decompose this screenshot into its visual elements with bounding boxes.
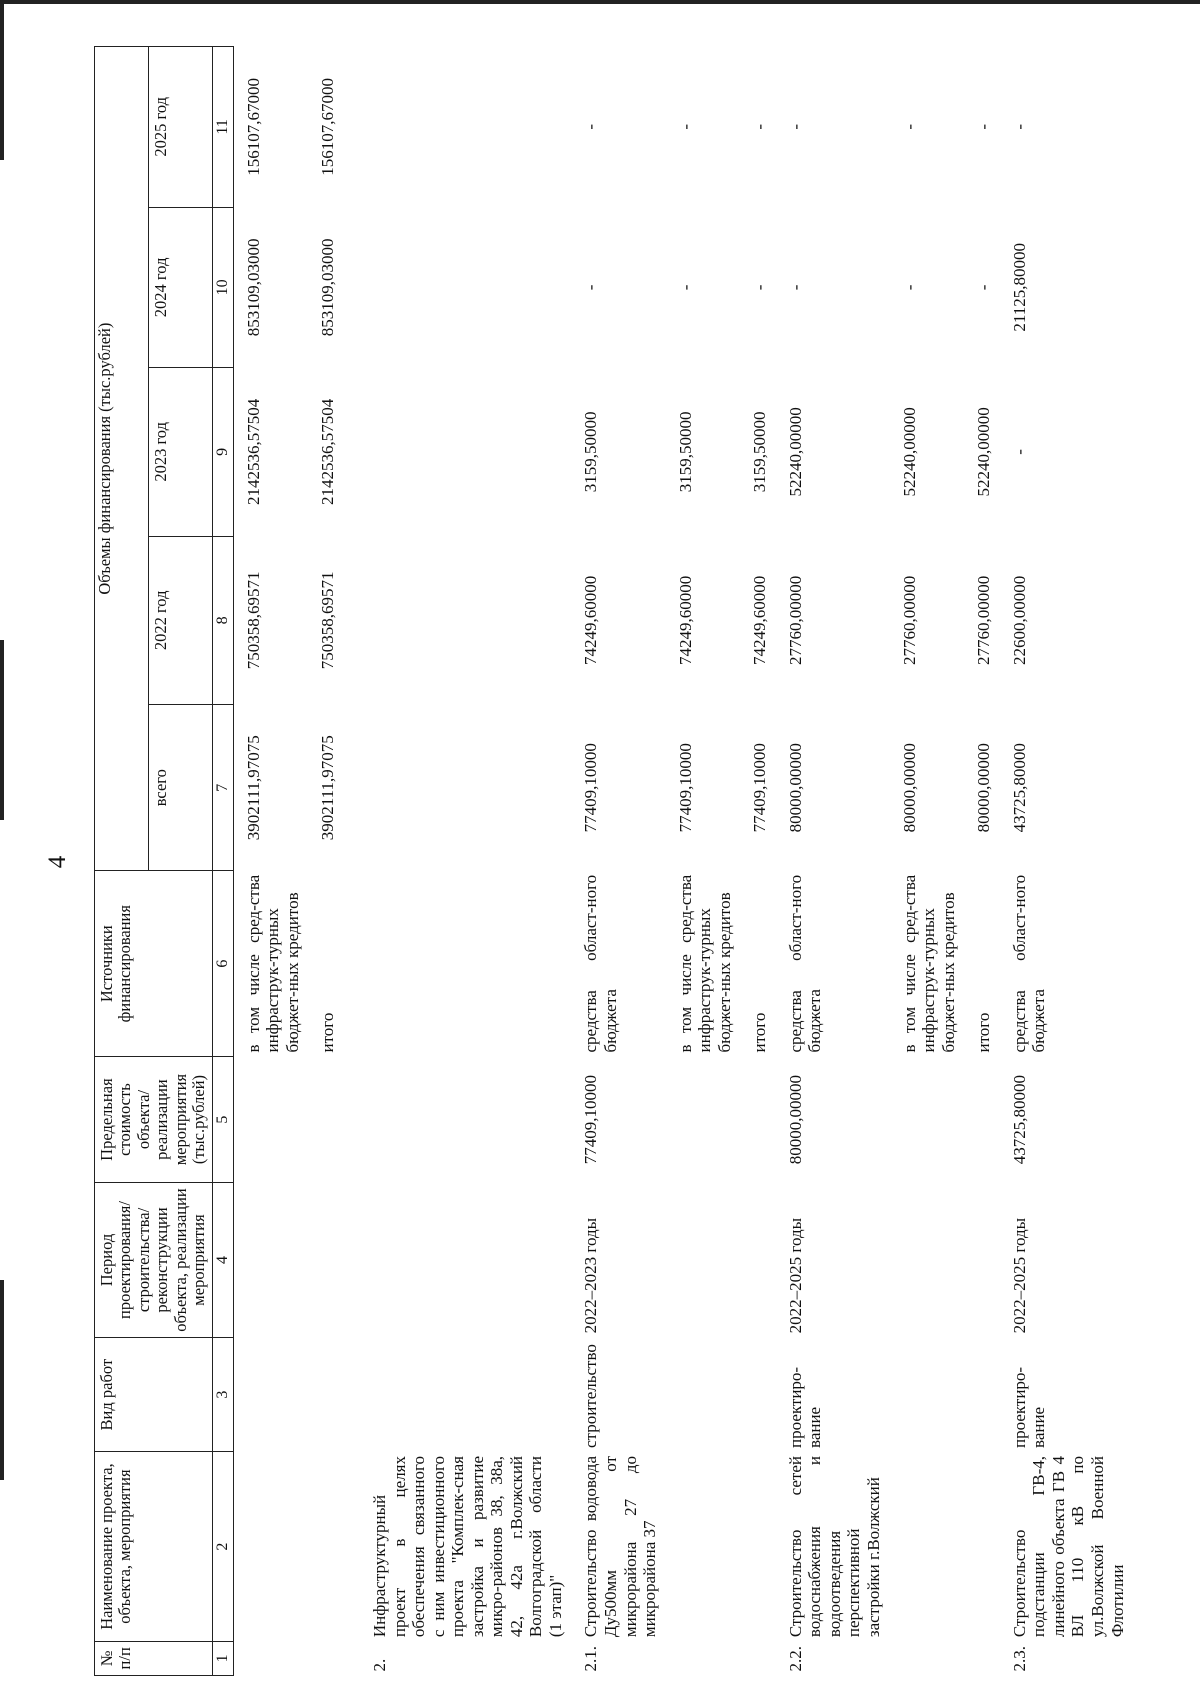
row-2025: - xyxy=(974,123,994,130)
row-total: 43725,80000 xyxy=(1009,743,1029,833)
table-body xyxy=(233,47,1133,1676)
row-name: Строительство водовода Ду500мм от микрорайона 27 до микрорайона 37 xyxy=(581,1455,660,1638)
row-limit-cost: 80000,00000 xyxy=(785,1074,805,1165)
column-number: 6 xyxy=(212,871,233,1057)
row-work-type: строительство xyxy=(581,1344,601,1448)
header-project-name: Наименование проекта, объекта, мероприятия xyxy=(95,1452,213,1641)
row-name xyxy=(666,1452,741,1641)
row-limit-cost xyxy=(308,1057,344,1183)
row-number: 2.3. xyxy=(1009,1646,1029,1672)
row-work-type xyxy=(308,1337,344,1452)
row-period xyxy=(740,1183,776,1338)
column-number-row xyxy=(212,47,233,1676)
column-number: 3 xyxy=(212,1337,233,1452)
row-name xyxy=(890,1452,965,1641)
column-number: 7 xyxy=(212,705,233,871)
row-funding-source: в том числе сред-ства инфраструк-турных бюджет-ных кредитов xyxy=(243,874,302,1053)
row-2024: 21125,80000 xyxy=(1009,243,1029,332)
row-2022: 750358,69571 xyxy=(318,571,338,670)
row-work-type: проектиро-вание xyxy=(1009,1366,1049,1448)
row-funding-source: в том числе сред-ства инфраструк-турных бюджет-ных кредитов xyxy=(675,874,734,1053)
row-2025 xyxy=(344,47,571,208)
table-row xyxy=(344,47,571,1676)
row-2022: 74249,60000 xyxy=(750,575,770,665)
table-header xyxy=(95,47,234,1676)
row-2024: - xyxy=(899,284,919,291)
row-name xyxy=(233,1452,308,1641)
row-2025: - xyxy=(581,123,601,130)
row-2023: 2142536,57504 xyxy=(318,398,338,505)
row-number: 2.1. xyxy=(581,1646,601,1672)
row-limit-cost: 77409,10000 xyxy=(581,1074,601,1165)
row-work-type xyxy=(964,1337,1000,1452)
row-2025: 156107,67000 xyxy=(318,77,338,176)
scan-edge-mark xyxy=(0,0,4,160)
column-number: 11 xyxy=(212,47,233,208)
row-total: 77409,10000 xyxy=(581,743,601,833)
row-period xyxy=(890,1183,965,1338)
header-limit-cost: Предельная стоимость объекта/ реализации мероприятия (тыс.рублей) xyxy=(95,1057,213,1183)
row-limit-cost xyxy=(890,1057,965,1183)
row-2025: 156107,67000 xyxy=(243,77,263,176)
row-2023: 3159,50000 xyxy=(581,411,601,493)
row-limit-cost xyxy=(964,1057,1000,1183)
row-total: 3902111,97075 xyxy=(243,735,263,841)
row-limit-cost xyxy=(740,1057,776,1183)
row-work-type xyxy=(233,1337,308,1452)
header-year-2025: 2025 год xyxy=(148,47,212,208)
row-number: 2. xyxy=(370,1658,389,1672)
header-funding-source: Источники финансирования xyxy=(95,871,213,1057)
column-number: 5 xyxy=(212,1057,233,1183)
row-period xyxy=(233,1183,308,1338)
table-row xyxy=(308,47,344,1676)
row-funding-source: средства област-ного бюджета xyxy=(581,874,621,1053)
row-funding-source: в том числе сред-ства инфраструк-турных бюджет-ных кредитов xyxy=(899,874,958,1053)
row-name xyxy=(964,1452,1000,1641)
row-total: 77409,10000 xyxy=(675,743,695,833)
column-number: 8 xyxy=(212,536,233,705)
row-total: 80000,00000 xyxy=(899,743,919,833)
row-work-type xyxy=(740,1337,776,1452)
row-name xyxy=(740,1452,776,1641)
row-number xyxy=(890,1641,965,1675)
row-total: 3902111,97075 xyxy=(318,735,338,841)
row-number xyxy=(740,1641,776,1675)
row-period: 2022–2023 годы xyxy=(581,1217,601,1334)
row-funding-source: средства област-ного бюджета xyxy=(785,874,825,1053)
row-funding-source: итого xyxy=(750,1012,770,1053)
row-name: Строительство сетей водоснабжения и водоотведения перспективной застройки г.Волжский xyxy=(785,1455,884,1638)
row-name: Инфраструктурный проект в целях обеспечения связанного с ним инвестиционного проекта "Комплек-сная застройка и развитие микро-районов 38, 38а, 42, 42а г.Волжский Волгоградской области (1 этап)" xyxy=(370,1455,565,1638)
row-2022: 74249,60000 xyxy=(675,575,695,665)
row-number xyxy=(233,1641,308,1675)
row-period xyxy=(308,1183,344,1338)
scan-edge-mark xyxy=(0,640,4,820)
row-total: 77409,10000 xyxy=(750,743,770,833)
document-page xyxy=(38,32,1127,1692)
row-2022: 22600,00000 xyxy=(1009,575,1029,665)
row-2022 xyxy=(344,536,571,705)
row-period xyxy=(666,1183,741,1338)
row-funding-source: средства област-ного бюджета xyxy=(1009,874,1049,1053)
row-total: 80000,00000 xyxy=(785,743,805,833)
scan-edge-mark xyxy=(0,1280,4,1480)
row-2024: 853109,03000 xyxy=(318,238,338,337)
row-2023 xyxy=(344,368,571,537)
row-limit-cost xyxy=(233,1057,308,1183)
row-2023: 52240,00000 xyxy=(785,407,805,497)
row-limit-cost xyxy=(666,1057,741,1183)
header-work-type: Вид работ xyxy=(95,1337,213,1452)
header-funding-volumes: Объемы финансирования (тыс.рублей) xyxy=(95,47,149,871)
row-2025: - xyxy=(1009,123,1029,130)
row-period xyxy=(964,1183,1000,1338)
header-year-2023: 2023 год xyxy=(148,368,212,537)
row-2023: - xyxy=(1009,449,1029,455)
row-2023: 52240,00000 xyxy=(899,407,919,497)
table-row xyxy=(666,47,741,1676)
column-number: 10 xyxy=(212,207,233,367)
row-2023: 3159,50000 xyxy=(675,411,695,493)
row-2024: - xyxy=(581,284,601,291)
row-number: 2.2. xyxy=(785,1646,805,1672)
column-number: 2 xyxy=(212,1452,233,1641)
table-row xyxy=(740,47,776,1676)
row-2025: - xyxy=(750,123,770,130)
row-2023: 3159,50000 xyxy=(750,411,770,493)
header-period: Период проектирования/ строительства/ реконструкции объекта, реализации мероприятия xyxy=(95,1183,213,1338)
row-total xyxy=(344,705,571,871)
header-number: № п/п xyxy=(95,1641,213,1675)
row-number xyxy=(308,1641,344,1675)
row-2022: 74249,60000 xyxy=(581,575,601,665)
row-period: 2022–2025 годы xyxy=(1009,1217,1029,1334)
table-row xyxy=(964,47,1000,1676)
table-row xyxy=(890,47,965,1676)
table-row xyxy=(776,47,890,1676)
row-name xyxy=(308,1452,344,1641)
financing-table-wrapper xyxy=(94,46,1133,1676)
scan-top-border xyxy=(0,0,1200,4)
table-row xyxy=(571,47,665,1676)
row-funding-source: итого xyxy=(318,1012,338,1053)
row-number xyxy=(666,1641,741,1675)
row-2023: 2142536,57504 xyxy=(243,398,263,505)
row-work-type xyxy=(666,1337,741,1452)
row-limit-cost: 43725,80000 xyxy=(1009,1074,1029,1165)
row-2022: 27760,00000 xyxy=(785,575,805,665)
row-number xyxy=(964,1641,1000,1675)
row-limit-cost xyxy=(344,1057,571,1183)
header-year-2024: 2024 год xyxy=(148,207,212,367)
row-2023: 52240,00000 xyxy=(974,407,994,497)
row-funding-source xyxy=(344,871,571,1057)
row-2024 xyxy=(344,207,571,367)
header-total: всего xyxy=(148,705,212,871)
row-2024: - xyxy=(785,284,805,291)
row-2025: - xyxy=(785,123,805,130)
row-work-type xyxy=(344,1337,571,1452)
column-number: 9 xyxy=(212,368,233,537)
financing-table xyxy=(94,46,1133,1676)
row-work-type xyxy=(890,1337,965,1452)
column-number: 4 xyxy=(212,1183,233,1338)
header-year-2022: 2022 год xyxy=(148,536,212,705)
table-row xyxy=(1000,47,1133,1676)
row-2024: - xyxy=(675,284,695,291)
row-2024: - xyxy=(974,284,994,291)
row-2022: 27760,00000 xyxy=(899,575,919,665)
row-2024: 853109,03000 xyxy=(243,238,263,337)
row-total: 80000,00000 xyxy=(974,743,994,833)
row-2025: - xyxy=(899,123,919,130)
row-period xyxy=(344,1183,571,1338)
row-work-type: проектиро-вание xyxy=(785,1366,825,1448)
page-number: 4 xyxy=(44,855,71,869)
row-2024: - xyxy=(750,284,770,291)
table-row xyxy=(233,47,308,1676)
row-2025: - xyxy=(675,123,695,130)
row-period: 2022–2025 годы xyxy=(785,1217,805,1334)
row-name: Строительство подстанции ГВ-4, линейного объекта ГВ 4 ВЛ 110 кВ по ул.Волжской Военной Флотилии xyxy=(1009,1455,1127,1638)
row-2022: 27760,00000 xyxy=(974,575,994,665)
column-number: 1 xyxy=(212,1641,233,1675)
row-funding-source: итого xyxy=(974,1012,994,1053)
row-2022: 750358,69571 xyxy=(243,571,263,670)
